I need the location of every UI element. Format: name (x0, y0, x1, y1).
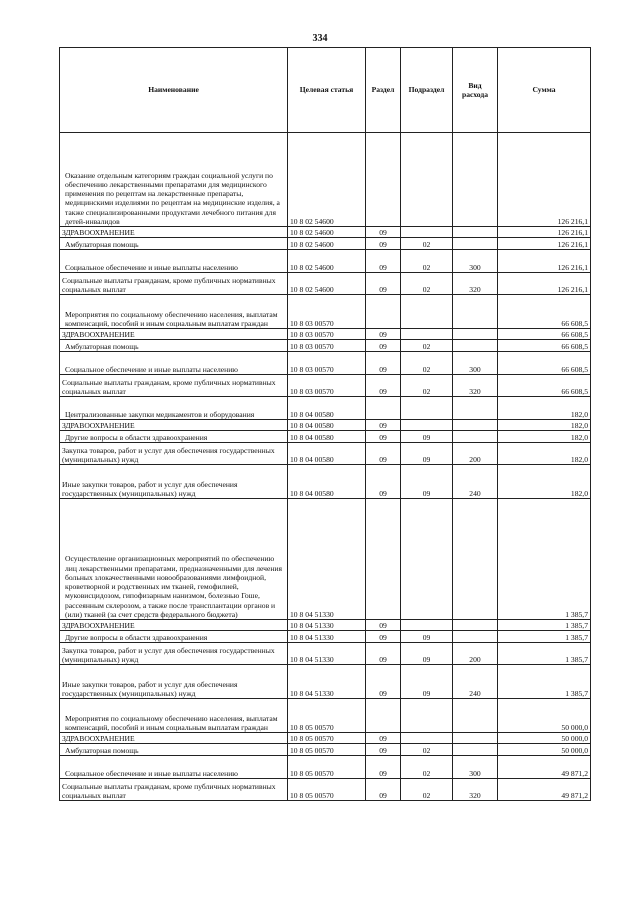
cell-name: Мероприятия по социальному обеспечению населения, выплатам компенсаций, пособий и иным социальным выплатам граждан (60, 699, 288, 733)
cell-section (366, 295, 401, 329)
cell-expense-type (453, 620, 498, 631)
page-number: 334 (312, 33, 328, 44)
cell-subsection: 02 (401, 352, 453, 375)
table-row (60, 431, 591, 443)
cell-section (366, 699, 401, 733)
cell-expense-type: 240 (453, 665, 498, 699)
cell-section: 09 (366, 443, 401, 465)
cell-name: Другие вопросы в области здравоохранения (60, 431, 288, 443)
cell-subsection: 02 (401, 238, 453, 250)
cell-section: 09 (366, 733, 401, 744)
cell-subsection: 02 (401, 779, 453, 801)
cell-amount: 1 385,7 (498, 620, 591, 631)
cell-target: 10 8 03 00570 (288, 375, 366, 397)
cell-subsection: 02 (401, 273, 453, 295)
budget-table (59, 47, 591, 801)
cell-name: Социальное обеспечение и иные выплаты населению (60, 756, 288, 779)
cell-amount: 49 871,2 (498, 779, 591, 801)
cell-section: 09 (366, 465, 401, 499)
cell-section (366, 133, 401, 227)
cell-section: 09 (366, 665, 401, 699)
cell-amount: 50 000,0 (498, 699, 591, 733)
table-row (60, 443, 591, 465)
table-row (60, 133, 591, 227)
cell-section: 09 (366, 779, 401, 801)
cell-subsection: 02 (401, 250, 453, 273)
cell-name: Закупка товаров, работ и услуг для обеспечения государственных (муниципальных) нужд (60, 643, 288, 665)
table-row (60, 227, 591, 238)
cell-name: ЗДРАВООХРАНЕНИЕ (60, 733, 288, 744)
cell-subsection: 09 (401, 465, 453, 499)
cell-amount: 50 000,0 (498, 744, 591, 756)
table-row (60, 699, 591, 733)
cell-target: 10 8 02 54600 (288, 250, 366, 273)
cell-expense-type (453, 699, 498, 733)
cell-amount: 126 216,1 (498, 238, 591, 250)
cell-target: 10 8 03 00570 (288, 295, 366, 329)
cell-expense-type (453, 329, 498, 340)
cell-subsection: 09 (401, 631, 453, 643)
cell-name: Другие вопросы в области здравоохранения (60, 631, 288, 643)
cell-subsection: 02 (401, 340, 453, 352)
table-row (60, 499, 591, 620)
cell-amount: 66 608,5 (498, 329, 591, 340)
cell-name: Закупка товаров, работ и услуг для обеспечения государственных (муниципальных) нужд (60, 443, 288, 465)
cell-target: 10 8 04 51330 (288, 643, 366, 665)
cell-section: 09 (366, 340, 401, 352)
cell-target: 10 8 02 54600 (288, 238, 366, 250)
table-body (60, 133, 591, 801)
cell-target: 10 8 03 00570 (288, 352, 366, 375)
cell-target: 10 8 04 00580 (288, 397, 366, 420)
cell-target: 10 8 02 54600 (288, 227, 366, 238)
cell-target: 10 8 02 54600 (288, 133, 366, 227)
cell-name: ЗДРАВООХРАНЕНИЕ (60, 620, 288, 631)
cell-name: Амбулаторная помощь (60, 744, 288, 756)
header-amount: Сумма (498, 48, 591, 133)
cell-section: 09 (366, 620, 401, 631)
cell-name: ЗДРАВООХРАНЕНИЕ (60, 227, 288, 238)
cell-section: 09 (366, 431, 401, 443)
cell-section (366, 397, 401, 420)
table-row (60, 779, 591, 801)
cell-subsection: 02 (401, 756, 453, 779)
cell-amount: 182,0 (498, 431, 591, 443)
cell-subsection: 09 (401, 431, 453, 443)
table-row (60, 352, 591, 375)
cell-target: 10 8 05 00570 (288, 744, 366, 756)
header-expense-type: Вид расхода (453, 48, 498, 133)
table-row (60, 250, 591, 273)
cell-amount: 66 608,5 (498, 340, 591, 352)
header-section: Раздел (366, 48, 401, 133)
cell-name: Осуществление организационных мероприятий по обеспечению лиц лекарственными препаратами, предназначенными для лечения больных злокачественными новообразованиями лимфоидной, кроветворной и родственных им тканей, гемофилией, муковисцидозом, гипофизарным нанизмом, болезнью Гоше, рассеянным склерозом, а также после трансплантации органов и (или) тканей (за счет средств федерального бюджета) (60, 499, 288, 620)
cell-name: Социальные выплаты гражданам, кроме публичных нормативных социальных выплат (60, 779, 288, 801)
cell-subsection (401, 295, 453, 329)
cell-expense-type (453, 397, 498, 420)
table-row (60, 273, 591, 295)
cell-section: 09 (366, 238, 401, 250)
cell-name: Амбулаторная помощь (60, 340, 288, 352)
cell-subsection (401, 397, 453, 420)
cell-subsection: 09 (401, 443, 453, 465)
cell-amount: 182,0 (498, 420, 591, 431)
cell-name: Мероприятия по социальному обеспечению населения, выплатам компенсаций, пособий и иным социальным выплатам граждан (60, 295, 288, 329)
cell-target: 10 8 04 00580 (288, 420, 366, 431)
cell-target: 10 8 04 51330 (288, 665, 366, 699)
cell-expense-type (453, 733, 498, 744)
table-header-row (60, 48, 591, 133)
cell-section (366, 499, 401, 620)
cell-expense-type: 200 (453, 643, 498, 665)
cell-name: Иные закупки товаров, работ и услуг для обеспечения государственных (муниципальных) нужд (60, 465, 288, 499)
cell-target: 10 8 05 00570 (288, 779, 366, 801)
cell-target: 10 8 04 00580 (288, 443, 366, 465)
cell-amount: 66 608,5 (498, 352, 591, 375)
cell-amount: 66 608,5 (498, 295, 591, 329)
cell-expense-type (453, 238, 498, 250)
cell-expense-type: 320 (453, 273, 498, 295)
cell-expense-type (453, 744, 498, 756)
table-row (60, 620, 591, 631)
cell-section: 09 (366, 756, 401, 779)
cell-name: Социальное обеспечение и иные выплаты населению (60, 352, 288, 375)
cell-target: 10 8 04 51330 (288, 631, 366, 643)
table-row (60, 631, 591, 643)
header-name: Наименование (60, 48, 288, 133)
cell-expense-type (453, 631, 498, 643)
cell-subsection (401, 499, 453, 620)
cell-amount: 66 608,5 (498, 375, 591, 397)
cell-subsection (401, 699, 453, 733)
cell-expense-type: 300 (453, 352, 498, 375)
table-row (60, 295, 591, 329)
cell-expense-type (453, 340, 498, 352)
cell-target: 10 8 05 00570 (288, 733, 366, 744)
cell-section: 09 (366, 420, 401, 431)
cell-subsection (401, 420, 453, 431)
cell-name: Централизованные закупки медикаментов и оборудования (60, 397, 288, 420)
table-row (60, 238, 591, 250)
cell-expense-type (453, 133, 498, 227)
cell-subsection (401, 733, 453, 744)
cell-subsection: 02 (401, 375, 453, 397)
cell-expense-type (453, 227, 498, 238)
cell-subsection (401, 620, 453, 631)
cell-expense-type (453, 420, 498, 431)
cell-subsection: 02 (401, 744, 453, 756)
table-row (60, 375, 591, 397)
cell-amount: 182,0 (498, 465, 591, 499)
cell-expense-type: 240 (453, 465, 498, 499)
cell-amount: 1 385,7 (498, 665, 591, 699)
table-row (60, 733, 591, 744)
cell-name: Оказание отдельным категориям граждан социальной услуги по обеспечению лекарственными препаратами для медицинского применения по рецептам на лекарственные препараты, медицинскими изделиями по рецептам на медицинские изделия, а также специализированными продуктами лечебного питания для детей-инвалидов (60, 133, 288, 227)
cell-amount: 1 385,7 (498, 643, 591, 665)
cell-amount: 182,0 (498, 443, 591, 465)
cell-section: 09 (366, 273, 401, 295)
cell-section: 09 (366, 250, 401, 273)
cell-amount: 182,0 (498, 397, 591, 420)
header-subsection: Подраздел (401, 48, 453, 133)
cell-target: 10 8 05 00570 (288, 756, 366, 779)
cell-amount: 49 871,2 (498, 756, 591, 779)
cell-target: 10 8 04 51330 (288, 620, 366, 631)
cell-target: 10 8 04 51330 (288, 499, 366, 620)
table-row (60, 744, 591, 756)
cell-subsection (401, 329, 453, 340)
cell-subsection (401, 227, 453, 238)
cell-subsection: 09 (401, 643, 453, 665)
table-row (60, 465, 591, 499)
cell-name: Амбулаторная помощь (60, 238, 288, 250)
cell-name: ЗДРАВООХРАНЕНИЕ (60, 329, 288, 340)
cell-target: 10 8 05 00570 (288, 699, 366, 733)
cell-section: 09 (366, 744, 401, 756)
cell-expense-type: 320 (453, 375, 498, 397)
cell-amount: 126 216,1 (498, 133, 591, 227)
cell-section: 09 (366, 227, 401, 238)
cell-amount: 1 385,7 (498, 499, 591, 620)
cell-expense-type: 320 (453, 779, 498, 801)
cell-name: Социальные выплаты гражданам, кроме публичных нормативных социальных выплат (60, 375, 288, 397)
table-row (60, 420, 591, 431)
cell-amount: 126 216,1 (498, 273, 591, 295)
cell-target: 10 8 04 00580 (288, 431, 366, 443)
cell-section: 09 (366, 375, 401, 397)
cell-expense-type: 200 (453, 443, 498, 465)
cell-section: 09 (366, 329, 401, 340)
cell-name: Социальное обеспечение и иные выплаты населению (60, 250, 288, 273)
cell-target: 10 8 03 00570 (288, 329, 366, 340)
cell-section: 09 (366, 643, 401, 665)
cell-target: 10 8 04 00580 (288, 465, 366, 499)
cell-section: 09 (366, 352, 401, 375)
cell-subsection: 09 (401, 665, 453, 699)
table-row (60, 397, 591, 420)
table-row (60, 665, 591, 699)
cell-section: 09 (366, 631, 401, 643)
table-row (60, 756, 591, 779)
cell-amount: 1 385,7 (498, 631, 591, 643)
cell-expense-type: 300 (453, 756, 498, 779)
header-target: Целевая статья (288, 48, 366, 133)
cell-amount: 50 000,0 (498, 733, 591, 744)
cell-subsection (401, 133, 453, 227)
cell-amount: 126 216,1 (498, 250, 591, 273)
cell-expense-type: 300 (453, 250, 498, 273)
table-row (60, 329, 591, 340)
cell-target: 10 8 02 54600 (288, 273, 366, 295)
cell-amount: 126 216,1 (498, 227, 591, 238)
cell-name: Иные закупки товаров, работ и услуг для обеспечения государственных (муниципальных) нужд (60, 665, 288, 699)
cell-target: 10 8 03 00570 (288, 340, 366, 352)
cell-name: Социальные выплаты гражданам, кроме публичных нормативных социальных выплат (60, 273, 288, 295)
cell-expense-type (453, 295, 498, 329)
cell-name: ЗДРАВООХРАНЕНИЕ (60, 420, 288, 431)
cell-expense-type (453, 431, 498, 443)
table-row (60, 643, 591, 665)
table-row (60, 340, 591, 352)
cell-expense-type (453, 499, 498, 620)
